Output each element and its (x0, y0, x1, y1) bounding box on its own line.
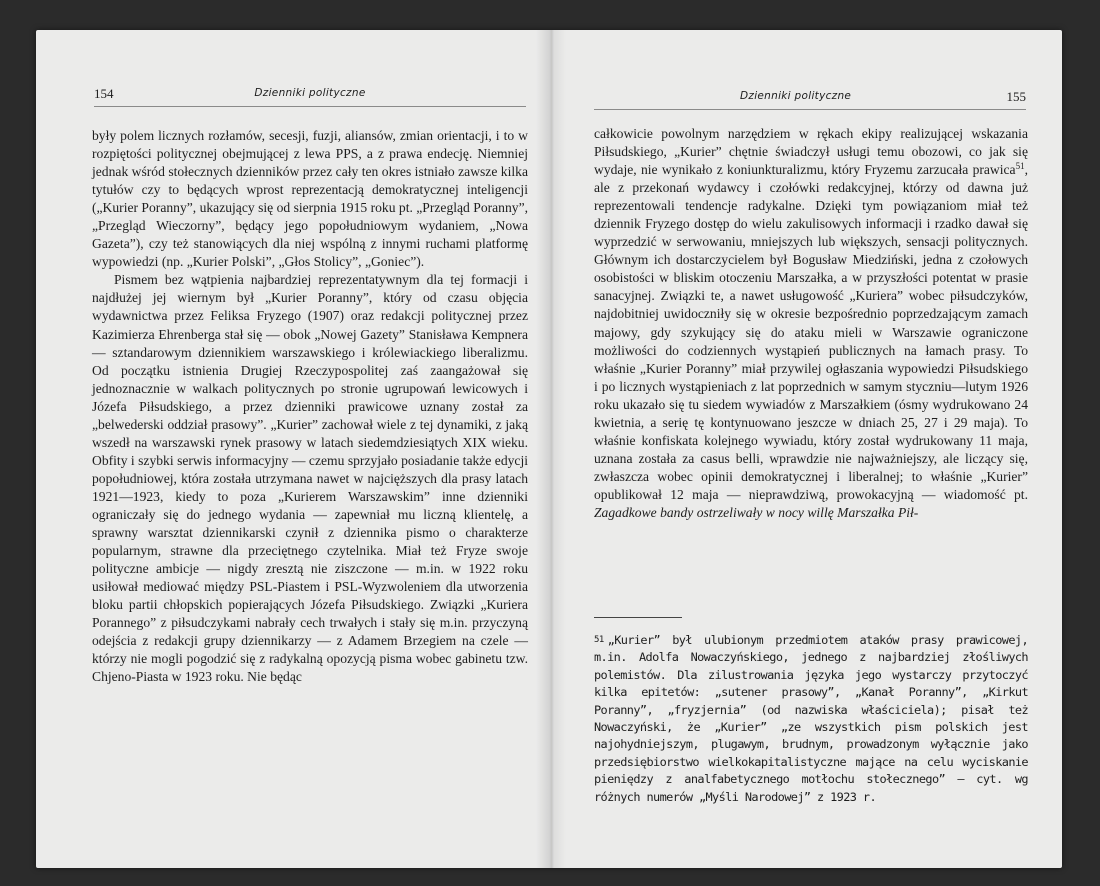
footnote-text: „Kurier” był ulubionym przedmiotem ataków prasy prawicowej, m.in. Adolfa Nowaczyńskiego, jednego z najbardziej złośliwych polemistów. Dla zilustrowania języka jego wystarczy przytoczyć kilka epitetów: „sutener prasowy”, „Kanał Poranny”, „Kirkut Poranny”, „fryzjernia” (od nazwiska właściciela); pisał też Nowaczyński, że „Kurier” „ze wszystkich pism polskich jest najohydniejszym, plugawym, brudnym, prowadzonym wyłącznie jako przedsiębiorstwo wielkokapitalistyczne mające na celu wyciskanie pieniędzy z analfabetycznego motłochu stołecznego” — cyt. wg różnych numerów „Myśli Narodowej” z 1923 r. (594, 633, 1028, 804)
body-text: , ale z przekonań wydawcy i czołówki redakcyjnej, którzy od dawna już reprezentowali tendencje radykalne. Dzięki tym powiązaniom miał też dziennik Fryzego dostęp do wielu zakulisowych informacji i rzadko dawał się wyprzedzić w serwowaniu, mniejszych lub większych, sensacji politycznych. Głównym ich dostarczycielem był Bogusław Miedziński, jedna z czołowych osobistości w bliskim otoczeniu Marszałka, a w przyszłości potentat w prasie sanacyjnej. Związki te, a nawet usługowość „Kuriera” wobec piłsudczyków, najdobitniej uwidoczniły się w okresie bezpośrednio poprzedzającym zamach majowy, gdy szykujący się do ataku mieli w Warszawie ograniczone możliwości do codziennych wystąpień publicznych na łamach prasy. To właśnie „Kurier Poranny” miał przywilej ogłaszania wypowiedzi Piłsudskiego i po licznych wystąpieniach z lat poprzednich w samym styczniu—lutym 1926 roku ukazało się tu siedem wywiadów z Marszałkiem (ósmy wydrukowano 24 kwietnia, a serię tę kontynuowano jeszcze w dniach 25, 27 i 29 maja). To właśnie konfiskata kolejnego wywiadu, który został wydrukowany 11 maja, uznana została za casus belli, wprawdzie nie najważniejszy, ale liczący się, zwłaszcza wobec opinii demokratycznej i liberalnej; to właśnie „Kurier” opublikował 12 maja — nieprawdziwą, prowokacyjną — wiadomość pt. (594, 162, 1028, 502)
page-number-right: 155 (1006, 89, 1026, 104)
body-text: całkowicie powolnym narzędziem w rękach ekipy realizującej wskazania Piłsudskiego, „Kurier” chętnie świadczył usługi temu obozowi, co jak się wydaje, nie wynikało z koniunkturalizmu, który Fryzemu zarzucała prawica (594, 126, 1028, 178)
left-page-header (94, 86, 526, 107)
right-page-header (594, 89, 1026, 110)
left-page-body (92, 127, 528, 686)
footnote-mark: 51 (594, 635, 604, 645)
running-head-right: Dzienniki polityczne (740, 90, 852, 102)
left-page (36, 30, 550, 868)
page-number-left: 154 (94, 86, 114, 101)
right-page (550, 30, 1062, 868)
footnote-divider (594, 617, 682, 618)
italic-title: Zagadkowe bandy ostrzeliwały w nocy willę Marszałka Pił- (594, 504, 919, 520)
running-head-left: Dzienniki polityczne (254, 87, 366, 99)
book-spread (36, 30, 1062, 868)
footnote-reference[interactable]: 51 (1015, 161, 1025, 172)
right-page-body (594, 125, 1028, 522)
paragraph: były polem licznych rozłamów, secesji, fuzji, aliansów, zmian orientacji, i to w rozpiętości politycznej obejmującej z lewa PPS, a z prawa endecję. Niemniej jednak wśród stołecznych dzienników przez cały ten okres istniało zawsze kilka tytułów czy to będących wprost reprezentacją demokratycznej inteligencji („Kurier Poranny”, ukazujący się od sierpnia 1915 roku pt. „Przegląd Poranny”, „Przegląd Wieczorny”, będący jego popołudniowym wydaniem, „Nowa Gazeta”), czy też stanowiących dla niej wspólną z innymi ruchami platformę wypowiedzi (np. „Kurier Polski”, „Głos Stolicy”, „Goniec”). (92, 128, 528, 270)
paragraph (594, 125, 1028, 522)
footnote (594, 632, 1028, 806)
paragraph: Pismem bez wątpienia najbardziej reprezentatywnym dla tej formacji i najdłużej jej wiernym był „Kurier Poranny”, który od czasu objęcia wydawnictwa przez Feliksa Fryzego (1907) oraz redakcji politycznej przez Kazimierza Ehrenberga stał się — obok „Nowej Gazety” Stanisława Kempnera — sztandarowym dziennikiem warszawskiego i królewiackiego liberalizmu. Od początku istnienia Drugiej Rzeczypospolitej zaś zaangażował się jednoznacznie w walkach politycznych po stronie ugrupowań lewicowych i Józefa Piłsudskiego, a przez dzienniki prawicowe uznany został za „belwederski oddział prasowy”. „Kurier” zachował wiele z tej dynamiki, z jaką wszedł na warszawski rynek prasowy w latach siedemdziesiątych XIX wieku. Obfity i szybki serwis informacyjny — czemu sprzyjało posiadanie także edycji popołudniowej, która została utrzymana nawet w najcięższych dla prasy latach 1921—1923, kiedy to poza „Kurierem Warszawskim” inne dzienniki ograniczały się do jednego wydania — zapewniał mu liczną klientelę, a sprawny warsztat dziennikarski czynił z dziennika pismo o charakterze popularnym, strawne dla przeciętnego czytelnika. Miał też Fryze swoje polityczne ambicje — nigdy zresztą nie ziszczone — m.in. w 1922 roku usiłował mediować między PSL-Piastem i PSL-Wyzwoleniem dla utworzenia bloku partii chłopskich popierających Józefa Piłsudskiego. Związki „Kuriera Porannego” z piłsudczykami nabrały cech trwałych i stały się m.in. przyczyną odejścia z redakcji grupy dziennikarzy — z Adamem Brzegiem na czele — którzy nie mogli pogodzić się z radykalną opozycją pisma wobec gabinetu tzw. Chjeno-Piasta w 1923 roku. Nie będąc (92, 272, 528, 685)
